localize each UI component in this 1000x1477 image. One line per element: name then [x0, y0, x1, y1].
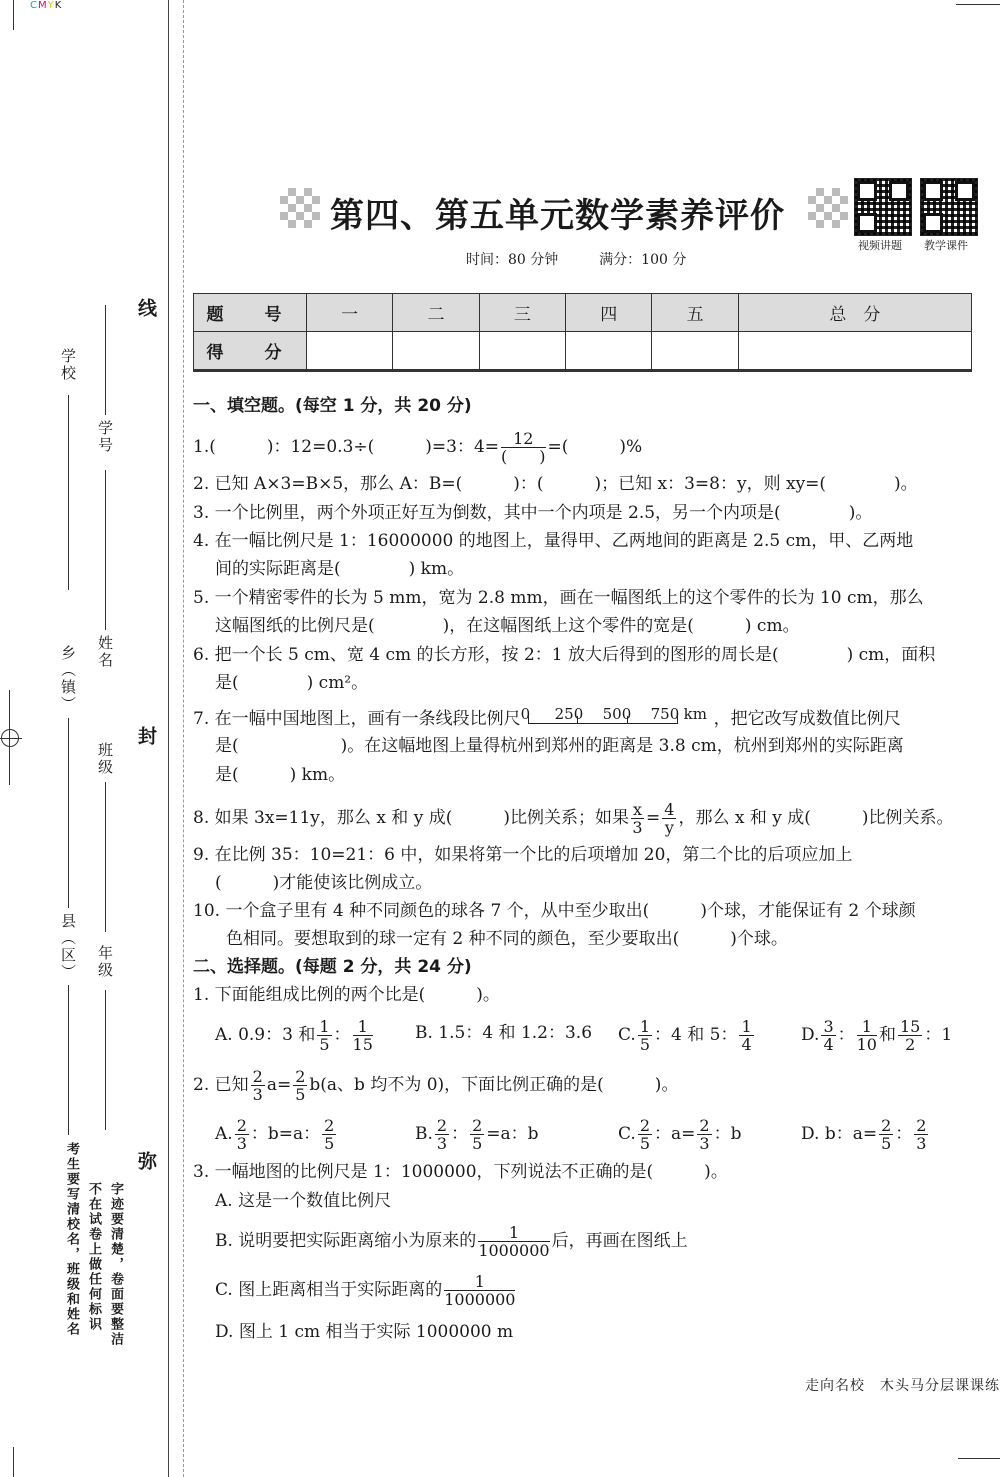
score-input-cell[interactable] — [307, 332, 393, 370]
question-2-3: 3. 一幅地图的比例尺是 1：1000000，下列说法不正确的是( )。 — [193, 1162, 728, 1182]
binding-char-feng: 封 — [135, 726, 157, 747]
score-input-cell[interactable] — [652, 332, 738, 370]
option-2-2-b[interactable]: B. $\frac{2}{3}$ ： $\frac{2}{5}$ =a：b — [415, 1116, 539, 1153]
section-1-heading: 一、填空题。(每空 1 分，共 20 分) — [193, 396, 472, 416]
blank-grade — [105, 990, 106, 1130]
option-2-2-a[interactable]: A. $\frac{2}{3}$ ：b=a： $\frac{2}{5}$ — [215, 1116, 335, 1153]
score-table-header — [194, 294, 972, 332]
question-1-9b: ( )才能使该比例成立。 — [215, 873, 433, 893]
question-1-9a: 9. 在比例 35：10=21：6 中，如果将第一个比的后项增加 20，第二个比的后项应加上 — [193, 845, 853, 865]
option-2-1-b[interactable]: B. 1.5：4 和 1.2：3.6 — [415, 1023, 593, 1043]
cut-line — [183, 0, 184, 1477]
header-cell: 一 — [307, 294, 393, 332]
question-1-6b: 是( ) cm²。 — [215, 673, 369, 693]
binding-strip — [0, 0, 180, 1477]
label-township: 乡（镇） — [59, 645, 77, 713]
option-2-3-b[interactable]: B. 说明要把实际距离缩小为原来的 $\frac{1}{1000000}$ 后，再画在图纸上 — [215, 1223, 688, 1260]
question-1-4b: 间的实际距离是( ) km。 — [215, 559, 465, 579]
header-cell: 题 号 — [194, 294, 307, 332]
header-cell: 总 分 — [738, 294, 971, 332]
color-registration-mark: CMYK — [30, 0, 63, 11]
option-2-3-a[interactable]: A. 这是一个数值比例尺 — [215, 1191, 392, 1211]
score-input-cell[interactable] — [738, 332, 971, 370]
exam-meta — [466, 249, 686, 269]
score-table-row — [194, 332, 972, 370]
notice-line-1: 考生要写清校名，班级和姓名 — [64, 1142, 79, 1337]
blank-student-no — [105, 305, 106, 415]
score-input-cell[interactable] — [566, 332, 652, 370]
question-1-2: 2. 已知 A×3=B×5，那么 A：B=( )：( )；已知 x：3=8：y，则 xy=( )。 — [193, 474, 918, 494]
qr-label-courseware: 教学课件 — [924, 239, 968, 252]
qr-code-video[interactable] — [854, 178, 912, 236]
crop-mark — [958, 1458, 1000, 1459]
question-1-7a: 7. 在一幅中国地图上，画有一条线段比例尺 0 250 500 750 km ，把它改写成数值比例尺 — [193, 705, 901, 729]
blank-county — [68, 985, 69, 1135]
question-1-3: 3. 一个比例里，两个外项正好互为倒数，其中一个内项是 2.5，另一个内项是( )。 — [193, 503, 873, 523]
question-1-10b: 色相同。要想取到的球一定有 2 种不同的颜色，至少要取出( )个球。 — [226, 929, 788, 949]
title-pattern-right — [808, 188, 848, 228]
question-1-6a: 6. 把一个长 5 cm、宽 4 cm 的长方形，按 2：1 放大后得到的图形的周长是( ) cm，面积 — [193, 645, 936, 665]
option-2-2-c[interactable]: C. $\frac{2}{5}$ ：a= $\frac{2}{3}$ ：b — [618, 1116, 742, 1153]
question-1-4a: 4. 在一幅比例尺是 1：16000000 的地图上，量得甲、乙两地间的距离是 2.5 cm，甲、乙两地 — [193, 531, 914, 551]
notice-line-2: 不在试卷上做任何标识 — [86, 1182, 101, 1332]
exam-time: 时间：80 分钟 — [466, 252, 559, 268]
option-2-3-d[interactable]: D. 图上 1 cm 相当于实际 1000000 m — [215, 1322, 514, 1342]
label-student-no: 学号 — [96, 420, 114, 454]
section-2-heading: 二、选择题。(每题 2 分，共 24 分) — [193, 957, 472, 977]
option-2-1-d[interactable]: D. $\frac{3}{4}$ ： $\frac{1}{10}$ 和 $\frac{15}{2}$ ：1 — [801, 1017, 953, 1054]
fraction: $\frac{12}{( )}$ — [501, 429, 546, 466]
label-county: 县（区） — [59, 913, 77, 981]
crop-mark — [956, 4, 1000, 5]
option-2-1-c[interactable]: C. $\frac{1}{5}$ ：4 和 5： $\frac{1}{4}$ — [618, 1017, 752, 1054]
option-2-3-c[interactable]: C. 图上距离相当于实际距离的 $\frac{1}{1000000}$ — [215, 1272, 516, 1309]
question-1-1: 1.( )：12=0.3÷( )=3：4= $\frac{12}{( )}$ =( )% — [193, 429, 643, 466]
question-1-10a: 10. 一个盒子里有 4 种不同颜色的球各 7 个，从中至少取出( )个球，才能保证有 2 个球颜 — [193, 901, 916, 921]
score-input-cell[interactable] — [393, 332, 479, 370]
header-cell: 三 — [479, 294, 565, 332]
question-1-5a: 5. 一个精密零件的长为 5 mm，宽为 2.8 mm，画在一幅图纸上的这个零件的长为 10 cm，那么 — [193, 588, 924, 608]
score-table — [193, 293, 972, 370]
qr-label-video: 视频讲题 — [858, 239, 902, 252]
footer-series: 走向名校 木头马分层课课练 — [805, 1378, 1000, 1394]
binding-char-mi: 弥 — [135, 1151, 157, 1172]
question-1-7b: 是( )。在这幅地图上量得杭州到郑州的距离是 3.8 cm，杭州到郑州的实际距离 — [215, 736, 904, 756]
score-label-cell: 得 分 — [194, 332, 307, 370]
label-class: 班级 — [96, 742, 114, 776]
label-name: 姓名 — [96, 635, 114, 669]
blank-township — [68, 718, 69, 908]
page-title: 第四、第五单元数学素养评价 — [330, 196, 785, 236]
header-cell: 五 — [652, 294, 738, 332]
separator-rule — [193, 370, 972, 372]
label-school: 学校 — [59, 348, 77, 382]
line-scale-bar: 0 250 500 750 km — [520, 705, 707, 723]
header-cell: 四 — [566, 294, 652, 332]
question-1-5b: 这幅图纸的比例尺是( )，在这幅图纸上这个零件的宽是( ) cm。 — [215, 616, 800, 636]
notice-line-3: 字迹要清楚，卷面要整洁 — [108, 1182, 123, 1347]
exam-full-score: 满分：100 分 — [599, 252, 687, 268]
blank-school — [68, 395, 69, 590]
option-2-2-d[interactable]: D. b：a= $\frac{2}{5}$ ： $\frac{2}{3}$ — [801, 1116, 927, 1153]
blank-class — [105, 782, 106, 932]
qr-code-courseware[interactable] — [920, 178, 978, 236]
question-2-1: 1. 下面能组成比例的两个比是( )。 — [193, 985, 500, 1005]
question-1-8: 8. 如果 3x=11y，那么 x 和 y 成( )比例关系；如果 $\frac{x}{3}$ = $\frac{4}{y}$ ，那么 x 和 y 成( )比例关系。 — [193, 800, 954, 837]
question-1-7c: 是( ) km。 — [215, 765, 346, 785]
title-pattern-left — [280, 188, 320, 228]
fraction: $\frac{x}{3}$ — [632, 800, 643, 837]
binding-char-xian: 线 — [135, 298, 157, 319]
score-input-cell[interactable] — [479, 332, 565, 370]
fraction: $\frac{4}{y}$ — [664, 800, 675, 837]
header-cell: 二 — [393, 294, 479, 332]
blank-name — [105, 470, 106, 630]
option-2-1-a[interactable]: A. 0.9：3 和 $\frac{1}{5}$ ： $\frac{1}{15}$ — [215, 1017, 373, 1054]
label-grade: 年级 — [96, 945, 114, 979]
question-2-2: 2. 已知 $\frac{2}{3}$ a= $\frac{2}{5}$ b(a、b 均不为 0)，下面比例正确的是( )。 — [193, 1067, 679, 1104]
